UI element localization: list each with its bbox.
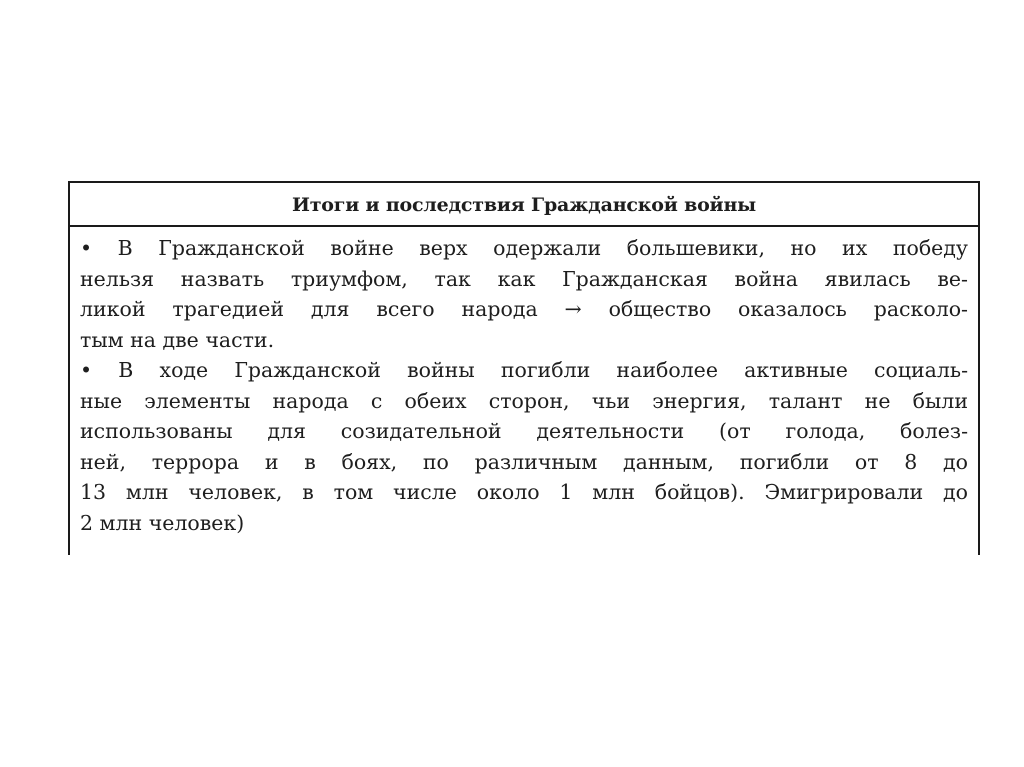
bullet-2-line-6: 2 млн человек) [80, 510, 245, 535]
bullet-item-2 [80, 355, 968, 538]
bullet-2-line-1: • В ходе Гражданской войны погибли наиболее активные социаль- [80, 358, 968, 382]
bullet-2-line-5: 13 млн человек, в том числе около 1 млн бойцов). Эмигрировали до [80, 480, 968, 504]
bullet-2-line-4: ней, террора и в боях, по различным данным, погибли от 8 до [80, 449, 968, 474]
bullet-1-line-1: • В Гражданской войне верх одержали большевики, но их победу [80, 236, 968, 260]
summary-table [68, 181, 980, 555]
bullet-1-line-3: ликой трагедией для всего народа → общество оказалось расколо- [80, 297, 968, 321]
bullet-1-line-2: нельзя назвать триумфом, так как Гражданская война явилась ве- [80, 266, 968, 291]
bullet-2-line-3: использованы для созидательной деятельности (от голода, болез- [80, 419, 968, 443]
bullet-2-line-2: ные элементы народа с обеих сторон, чьи энергия, талант не были [80, 388, 968, 413]
bullet-item-1 [80, 233, 968, 355]
table-body [70, 227, 978, 538]
bullet-1-line-4: тым на две части. [80, 327, 275, 352]
table-title: Итоги и последствия Гражданской войны [70, 183, 978, 227]
